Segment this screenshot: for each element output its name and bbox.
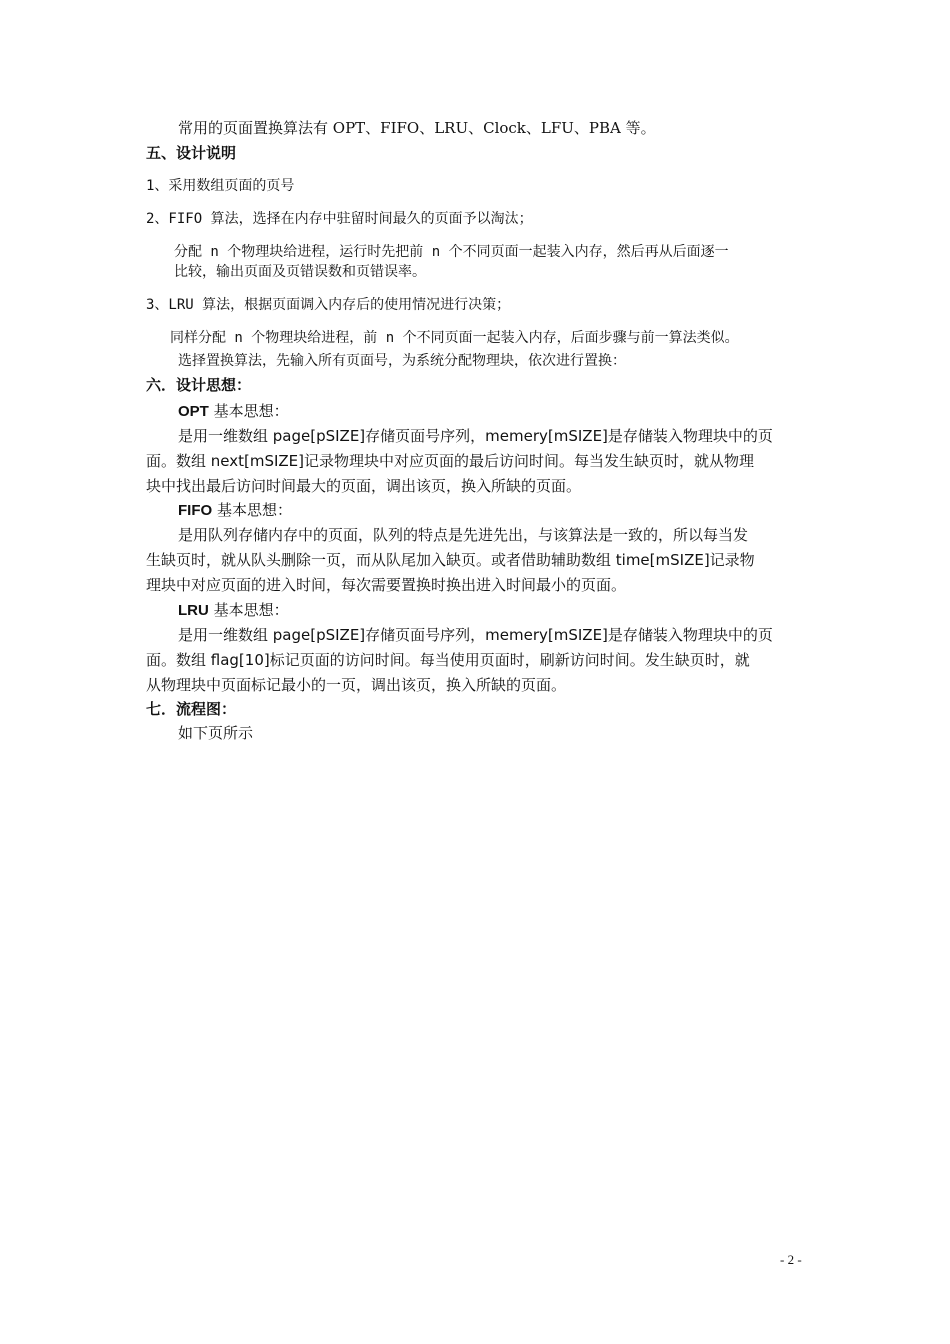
lru-line-2: 面。数组 flag[10]标记页面的访问时间。每当使用页面时，刷新访问时间。发生缺页时，就 (146, 651, 750, 669)
lru-label: LRU (178, 602, 209, 619)
section-5-item-2: 2、FIFO 算法，选择在内存中驻留时间最久的页面予以淘汰； (146, 211, 533, 227)
intro-line: 常用的页面置换算法有 OPT、FIFO、LRU、Clock、LFU、PBA 等。 (178, 119, 656, 137)
section-5-heading: 五、设计说明 (146, 144, 237, 162)
section-5-item-3-detail-line-1: 同样分配 n 个物理块给进程，前 n 个不同页面一起装入内存，后面步骤与前一算法类似。 (170, 330, 739, 346)
opt-line-1: 是用一维数组 page[pSIZE]存储页面号序列，memery[mSIZE]是存储装入物理块中的页 (178, 427, 773, 445)
fifo-line-1: 是用队列存储内存中的页面，队列的特点是先进先出，与该算法是一致的，所以每当发 (178, 526, 749, 544)
section-5-item-3-detail-line-2: 选择置换算法，先输入所有页面号，为系统分配物理块，依次进行置换： (178, 353, 626, 369)
page-number: - 2 - (780, 1252, 802, 1267)
fifo-subheading (178, 500, 292, 521)
lru-line-3: 从物理块中页面标记最小的一页，调出该页，换入所缺的页面。 (146, 676, 567, 694)
fifo-label: FIFO (178, 502, 213, 519)
section-5-item-1: 1、采用数组页面的页号 (146, 178, 295, 194)
section-7-heading: 七．流程图： (146, 700, 237, 718)
opt-subheading (178, 401, 289, 422)
section-6-heading: 六．设计思想： (146, 376, 252, 394)
section-7-body: 如下页所示 (178, 724, 254, 742)
fifo-line-2: 生缺页时，就从队头删除一页，而从队尾加入缺页。或者借助辅助数组 time[mSIZE]记录物 (146, 551, 755, 569)
opt-label-suffix: 基本思想： (208, 402, 289, 420)
lru-subheading (178, 600, 289, 621)
opt-line-3: 块中找出最后访问时间最大的页面，调出该页，换入所缺的页面。 (146, 477, 582, 495)
opt-label: OPT (178, 403, 209, 420)
section-5-item-3: 3、LRU 算法，根据页面调入内存后的使用情况进行决策； (146, 297, 511, 313)
fifo-line-3: 理块中对应页面的进入时间，每次需要置换时换出进入时间最小的页面。 (146, 576, 627, 594)
section-5-item-2-detail-line-2: 比较，输出页面及页错误数和页错误率。 (174, 264, 426, 280)
lru-line-1: 是用一维数组 page[pSIZE]存储页面号序列，memery[mSIZE]是存储装入物理块中的页 (178, 626, 773, 644)
opt-line-2: 面。数组 next[mSIZE]记录物理块中对应页面的最后访问时间。每当发生缺页时，就从物理 (146, 452, 755, 470)
fifo-label-suffix: 基本思想： (212, 501, 292, 519)
section-5-item-2-detail-line-1: 分配 n 个物理块给进程，运行时先把前 n 个不同页面一起装入内存，然后再从后面逐一 (174, 244, 729, 260)
lru-label-suffix: 基本思想： (208, 601, 289, 619)
